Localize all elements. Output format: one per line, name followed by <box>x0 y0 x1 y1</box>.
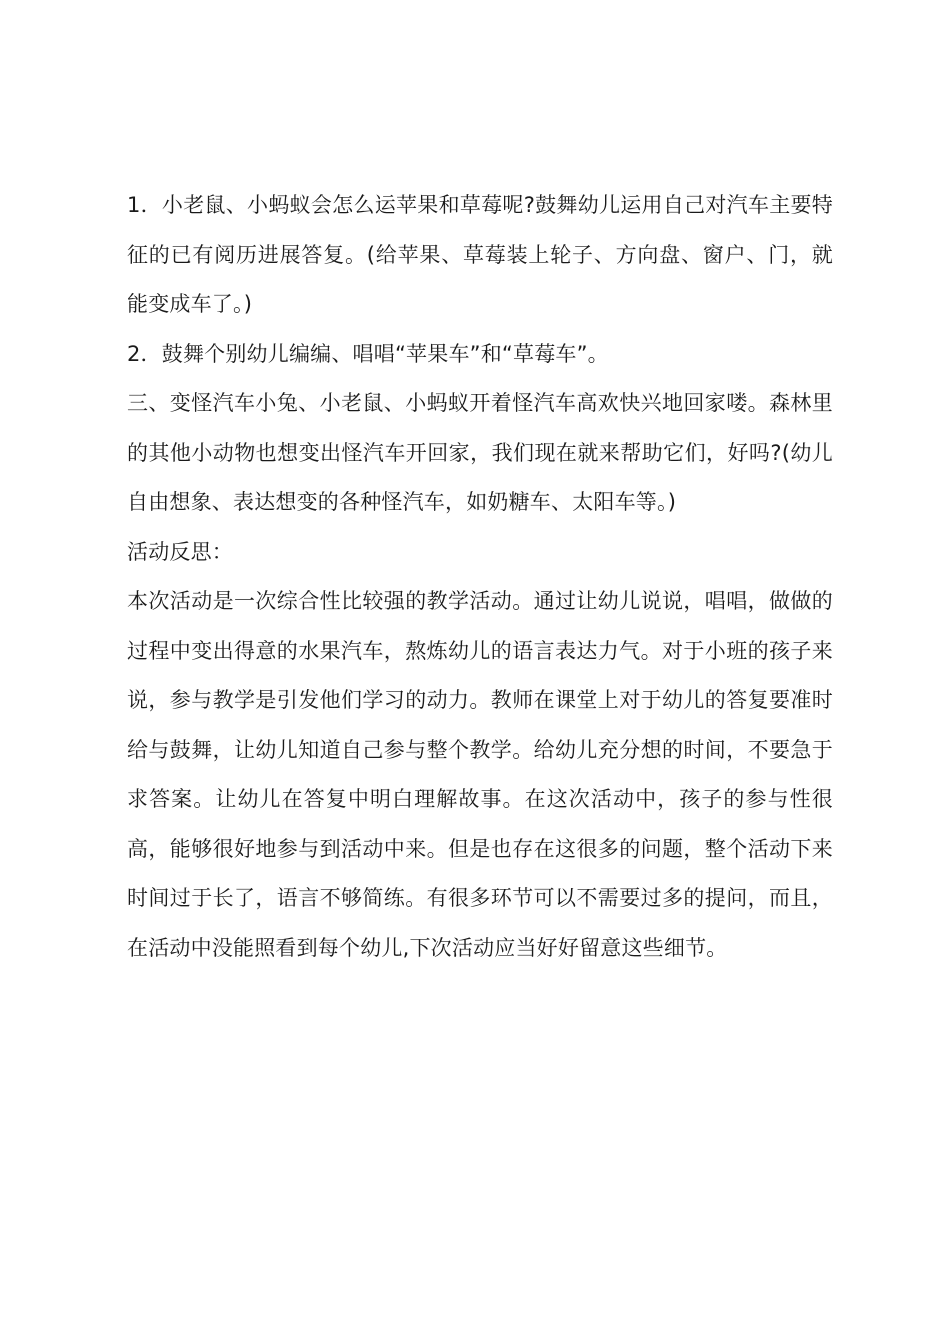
paragraph-question-1: 1．小老鼠、小蚂蚁会怎么运苹果和草莓呢?鼓舞幼儿运用自己对汽车主要特征的已有阅历进展答复。(给苹果、草莓装上轮子、方向盘、窗户、门，就能变成车了。) <box>127 193 833 316</box>
paragraph-question-2: 2．鼓舞个别幼儿编编、唱唱“苹果车”和“草莓车”。 <box>127 341 609 366</box>
reflection-heading: 活动反思： <box>127 539 233 564</box>
document-body <box>127 181 833 973</box>
paragraph-section-3: 三、变怪汽车小兔、小老鼠、小蚂蚁开着怪汽车高欢快兴地回家喽。森林里的其他小动物也想变出怪汽车开回家，我们现在就来帮助它们，好吗?(幼儿自由想象、表达想变的各种怪汽车，如奶糖车、太阳车等。) <box>127 391 833 514</box>
reflection-body: 本次活动是一次综合性比较强的教学活动。通过让幼儿说说，唱唱，做做的过程中变出得意的水果汽车，熬炼幼儿的语言表达力气。对于小班的孩子来说，参与教学是引发他们学习的动力。教师在课堂上对于幼儿的答复要准时给与鼓舞，让幼儿知道自己参与整个教学。给幼儿充分想的时间，不要急于求答案。让幼儿在答复中明白理解故事。在这次活动中，孩子的参与性很高，能够很好地参与到活动中来。但是也存在这很多的问题，整个活动下来时间过于长了，语言不够简练。有很多环节可以不需要过多的提问，而且，在活动中没能照看到每个幼儿,下次活动应当好好留意这些细节。 <box>127 589 833 960</box>
